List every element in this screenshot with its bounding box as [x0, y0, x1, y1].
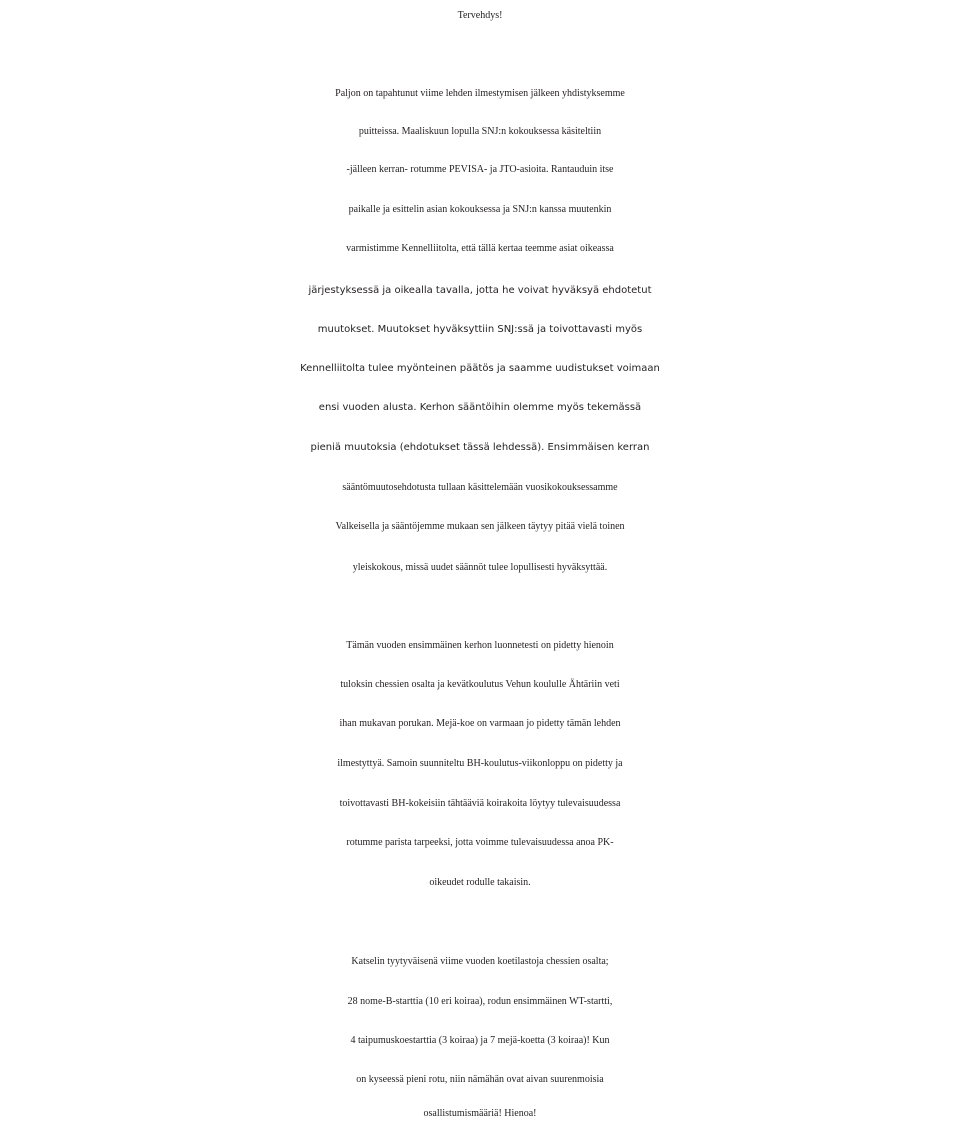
paragraph-1-line: varmistimme Kennelliitolta, että tällä kertaa teemme asiat oikeassa — [346, 243, 614, 254]
paragraph-1-line: muutokset. Muutokset hyväksyttiin SNJ:ssä ja toivottavasti myös — [317, 324, 643, 335]
paragraph-2-line: ihan mukavan porukan. Mejä-koe on varmaan jo pidetty tämän lehden — [339, 718, 621, 729]
paragraph-2-line: oikeudet rodulle takaisin. — [429, 877, 531, 888]
paragraph-1-line: yleiskokous, missä uudet säännöt tulee lopullisesti hyväksyttää. — [352, 562, 608, 573]
paragraph-3-line: 28 nome-B-starttia (10 eri koiraa), rodun ensimmäinen WT-startti, — [347, 996, 613, 1007]
paragraph-2-line: rotumme parista tarpeeksi, jotta voimme tulevaisuudessa anoa PK- — [346, 837, 614, 848]
paragraph-3-line: Katselin tyytyväisenä viime vuoden koetilastoja chessien osalta; — [351, 956, 609, 967]
paragraph-1-line: -jälleen kerran- rotumme PEVISA- ja JTO-asioita. Rantauduin itse — [346, 164, 614, 175]
paragraph-2-line: tuloksin chessien osalta ja kevätkoulutus Vehun koululle Ähtäriin veti — [340, 679, 620, 690]
paragraph-2-line: toivottavasti BH-kokeisiin tähtääviä koirakoita löytyy tulevaisuudessa — [339, 798, 621, 809]
paragraph-1-line: Paljon on tapahtunut viime lehden ilmestymisen jälkeen yhdistyksemme — [335, 88, 625, 99]
paragraph-1-line: paikalle ja esittelin asian kokouksessa ja SNJ:n kanssa muutenkin — [348, 204, 612, 215]
greeting: Tervehdys! — [457, 10, 503, 21]
paragraph-1-line: ensi vuoden alusta. Kerhon sääntöihin olemme myös tekemässä — [318, 402, 642, 413]
paragraph-1-line: järjestyksessä ja oikealla tavalla, jotta he voivat hyväksyä ehdotetut — [308, 285, 652, 296]
paragraph-1-line: puitteissa. Maaliskuun lopulla SNJ:n kokouksessa käsiteltiin — [358, 126, 602, 137]
paragraph-2-line: ilmestyttyä. Samoin suunniteltu BH-koulutus-viikonloppu on pidetty ja — [337, 758, 623, 769]
paragraph-1-line: Kennelliitolta tulee myönteinen päätös ja saamme uudistukset voimaan — [300, 363, 660, 374]
paragraph-3-line: on kyseessä pieni rotu, niin nämähän ovat aivan suurenmoisia — [356, 1074, 604, 1085]
paragraph-1-line: Valkeisella ja sääntöjemme mukaan sen jälkeen täytyy pitää vielä toinen — [335, 521, 625, 532]
paragraph-2-line: Tämän vuoden ensimmäinen kerhon luonnetesti on pidetty hienoin — [346, 640, 614, 651]
paragraph-1-line: pieniä muutoksia (ehdotukset tässä lehdessä). Ensimmäisen kerran — [310, 442, 650, 453]
paragraph-3-line: osallistumismääriä! Hienoa! — [423, 1108, 537, 1119]
paragraph-3-line: 4 taipumuskoestarttia (3 koiraa) ja 7 mejä-koetta (3 koiraa)! Kun — [350, 1035, 610, 1046]
paragraph-1-line: sääntömuutosehdotusta tullaan käsittelemään vuosikokouksessamme — [342, 482, 618, 493]
